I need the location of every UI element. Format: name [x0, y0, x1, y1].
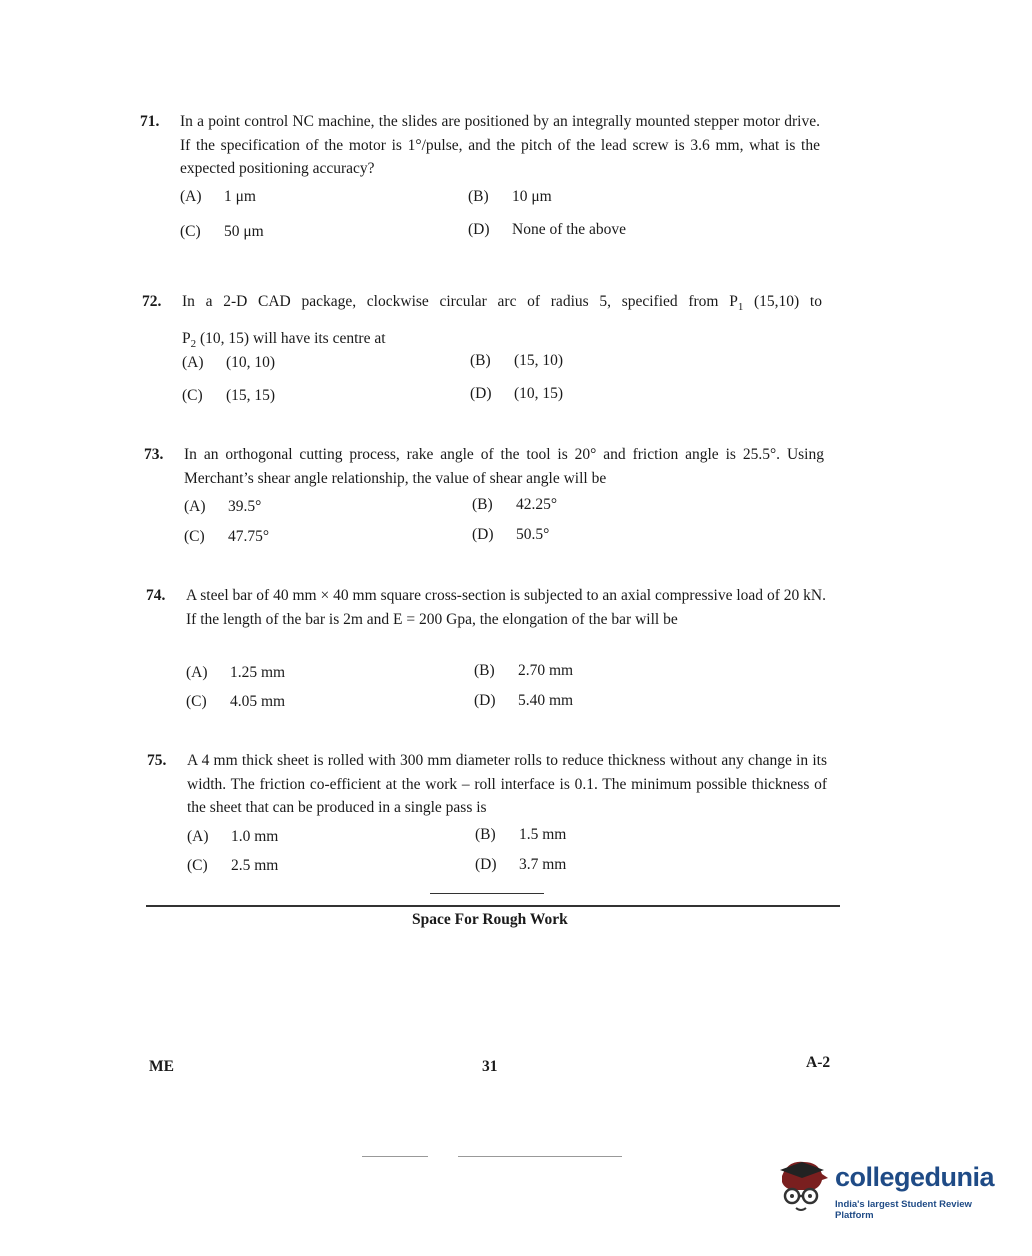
option-label: (A) — [182, 354, 204, 371]
rough-work-divider — [146, 905, 840, 907]
question-73 — [144, 443, 824, 490]
option-label: (B) — [472, 496, 493, 513]
option-a — [182, 354, 275, 372]
question-text: A steel bar of 40 mm × 40 mm square cross-section is subjected to an axial compressive load of 20 kN. If the length of the bar is 2m and E = 200 Gpa, the elongation of the bar will be — [186, 587, 826, 628]
option-label: (D) — [470, 385, 492, 402]
short-divider — [430, 893, 544, 894]
collegedunia-logo — [772, 1150, 1012, 1220]
option-a — [184, 498, 261, 516]
option-d — [470, 385, 563, 403]
option-label: (A) — [186, 664, 208, 681]
footer-page-number: 31 — [482, 1058, 498, 1075]
option-a — [187, 828, 278, 846]
option-label: (B) — [468, 188, 489, 205]
question-number: 72. — [142, 293, 162, 310]
option-value: 2.5 mm — [231, 857, 279, 874]
option-a — [180, 188, 256, 206]
option-value: (15, 10) — [514, 352, 564, 369]
option-value: 42.25° — [516, 496, 558, 513]
option-value: 5.40 mm — [518, 692, 574, 709]
option-a — [186, 664, 285, 682]
option-label: (A) — [180, 188, 202, 205]
text-segment: P — [182, 330, 191, 348]
option-value: 2.70 mm — [518, 662, 574, 679]
question-number: 75. — [147, 752, 167, 769]
option-d — [474, 692, 573, 710]
option-b — [470, 352, 563, 370]
option-b — [468, 188, 552, 206]
option-c — [184, 528, 269, 546]
question-72 — [142, 286, 822, 360]
option-label: (D) — [474, 692, 496, 709]
option-label: (B) — [475, 826, 496, 843]
option-value: 1.0 mm — [231, 828, 279, 845]
option-label: (A) — [184, 498, 206, 515]
option-value: 47.75° — [228, 528, 270, 545]
subscript: 1 — [737, 301, 744, 314]
option-value: 1.25 mm — [230, 664, 286, 681]
option-b — [474, 662, 573, 680]
option-label: (C) — [186, 693, 207, 710]
subscript: 2 — [190, 338, 197, 351]
option-label: (D) — [475, 856, 497, 873]
question-text: In a point control NC machine, the slides are positioned by an integrally mounted stepper motor drive. If the specification of the motor is 1°/pulse, and the pitch of the lead screw is 3.6 mm, what is the expected positioning accuracy? — [180, 113, 820, 177]
question-text — [182, 286, 822, 323]
graduate-mascot-icon — [772, 1154, 832, 1214]
option-value: (10, 10) — [226, 354, 276, 371]
option-c — [187, 857, 278, 875]
option-label: (D) — [472, 526, 494, 543]
option-label: (D) — [468, 221, 490, 238]
rough-work-heading: Space For Rough Work — [412, 911, 568, 928]
footer-set-code: A-2 — [806, 1054, 831, 1071]
question-text: A 4 mm thick sheet is rolled with 300 mm diameter rolls to reduce thickness without any change in its width. The friction co-efficient at the work – roll interface is 0.1. The minimum possible thickness of the sheet that can be produced in a single pass is — [187, 752, 827, 816]
text-segment: In a 2-D CAD package, clockwise circular arc of radius 5, specified from P — [182, 293, 738, 310]
question-number: 73. — [144, 446, 164, 463]
option-value: 1.5 mm — [519, 826, 567, 843]
logo-name: collegedunia — [835, 1162, 995, 1192]
option-b — [475, 826, 566, 844]
question-text: In an orthogonal cutting process, rake angle of the tool is 20° and friction angle is 25.5°. Using Merchant’s shear angle relationship, the value of shear angle will be — [184, 446, 824, 487]
option-label: (B) — [470, 352, 491, 369]
question-number: 74. — [146, 587, 166, 604]
text-segment: (10, 15) will have its centre at — [196, 330, 386, 348]
question-number: 71. — [140, 113, 160, 130]
option-label: (C) — [180, 223, 201, 240]
option-d — [468, 221, 626, 239]
option-value: (10, 15) — [514, 385, 564, 402]
option-b — [472, 496, 557, 514]
option-value: (15, 15) — [226, 387, 276, 404]
question-75 — [147, 749, 827, 820]
option-value: 50 μm — [224, 223, 264, 240]
scan-artifact-line — [458, 1156, 622, 1157]
option-label: (C) — [182, 387, 203, 404]
option-c — [186, 693, 285, 711]
option-c — [182, 387, 275, 405]
option-c — [180, 223, 264, 241]
option-d — [472, 526, 549, 544]
footer-subject-code: ME — [149, 1058, 174, 1075]
scan-artifact-line — [362, 1156, 428, 1157]
option-value: 1 μm — [224, 188, 256, 205]
option-value: None of the above — [512, 221, 627, 238]
option-value: 3.7 mm — [519, 856, 567, 873]
option-value: 50.5° — [516, 526, 550, 543]
option-label: (A) — [187, 828, 209, 845]
option-label: (B) — [474, 662, 495, 679]
question-71 — [140, 110, 820, 181]
option-label: (C) — [187, 857, 208, 874]
option-value: 4.05 mm — [230, 693, 286, 710]
logo-tagline: India's largest Student Review Platform — [835, 1199, 972, 1221]
option-value: 39.5° — [228, 498, 262, 515]
question-74 — [146, 584, 826, 631]
option-value: 10 μm — [512, 188, 552, 205]
option-d — [475, 856, 566, 874]
text-segment: (15,10) to — [743, 293, 822, 310]
option-label: (C) — [184, 528, 205, 545]
